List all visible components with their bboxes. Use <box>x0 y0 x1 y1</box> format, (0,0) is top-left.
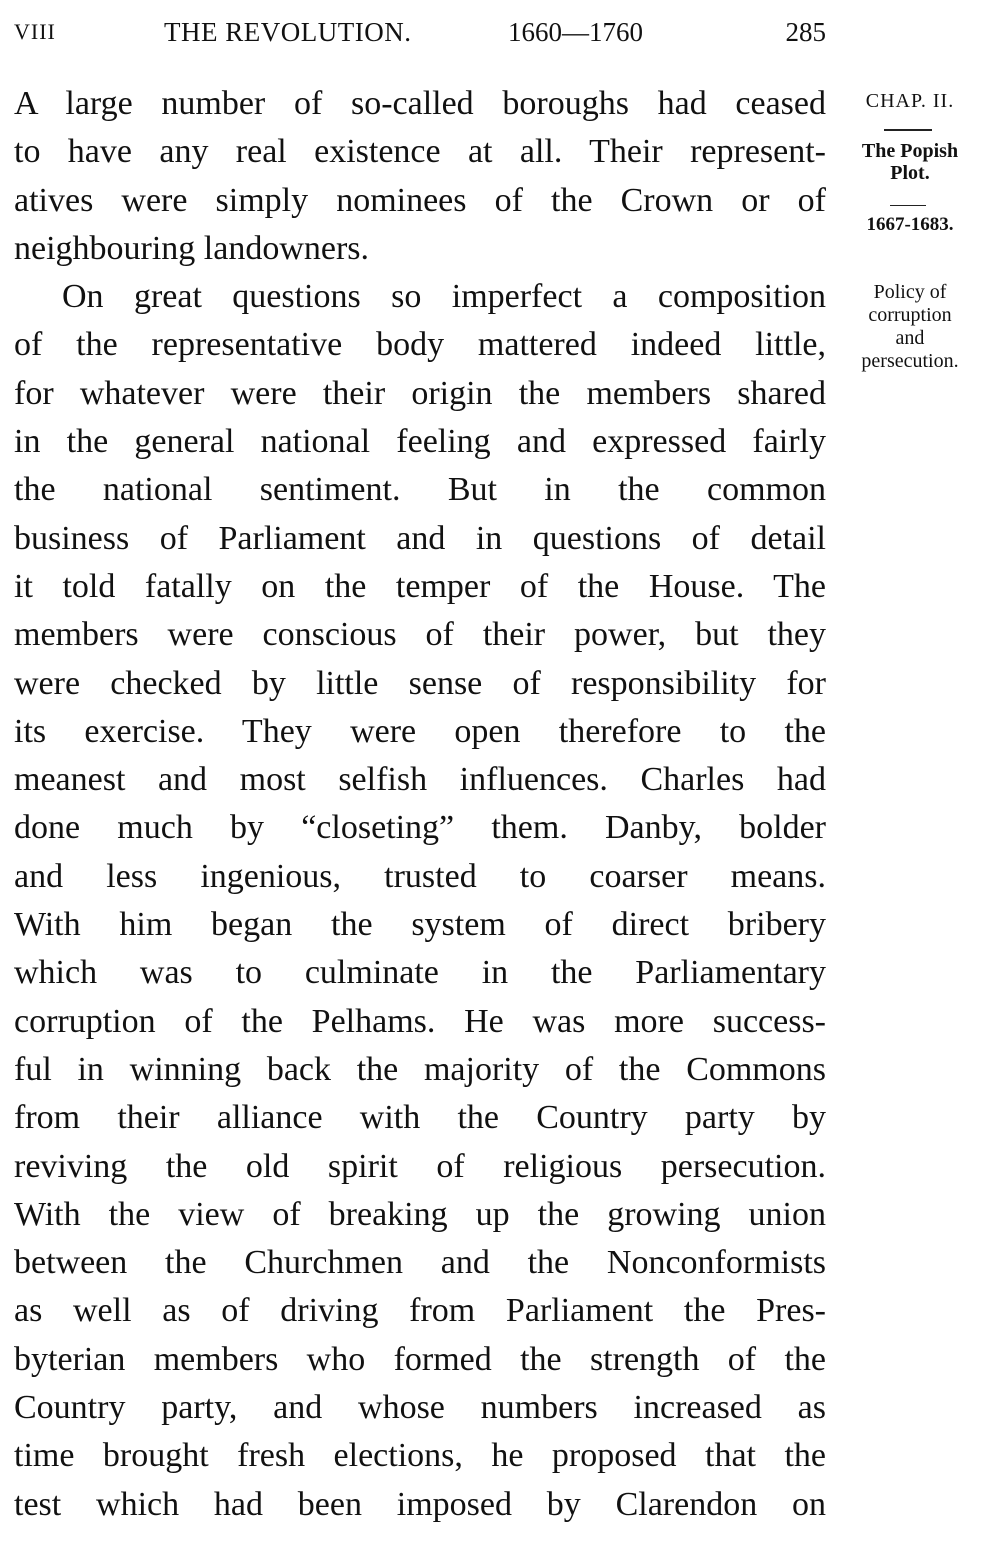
margin-chapter: CHAP. II. <box>865 90 955 112</box>
text-line: were checked by little sense of responsibility for <box>14 664 826 702</box>
margin-rule <box>884 129 932 131</box>
margin-policy <box>830 281 990 373</box>
margin-policy-line: corruption <box>868 304 952 326</box>
text-line: of the representative body mattered indeed little, <box>14 326 826 364</box>
text-line: reviving the old spirit of religious persecution. <box>14 1147 826 1185</box>
page-number: 285 <box>785 17 826 47</box>
text-line: done much by “closeting” them. Danby, bolder <box>14 809 826 847</box>
running-dates: 1660—1760 <box>508 17 643 47</box>
section-number: VIII <box>14 19 56 44</box>
text-line: neighbouring landowners. <box>14 229 370 267</box>
text-line: as well as of driving from Parliament the Pres- <box>14 1292 826 1330</box>
text-line: A large number of so-called boroughs had ceased <box>14 85 826 122</box>
running-header <box>14 12 826 52</box>
running-title: THE REVOLUTION. <box>164 17 412 47</box>
text-line: test which had been imposed by Clarendon on <box>14 1485 826 1523</box>
text-line: which was to culminate in the Parliamentary <box>14 954 826 992</box>
text-line: its exercise. They were open therefore to the <box>14 712 826 750</box>
margin-years: 1667-1683. <box>866 214 954 235</box>
text-line: business of Parliament and in questions of detail <box>14 519 826 557</box>
text-line: time brought fresh elections, he proposed that the <box>14 1437 826 1475</box>
margin-topic-line: Plot. <box>890 162 930 184</box>
text-line: to have any real existence at all. Their represent- <box>14 133 826 171</box>
text-line: meanest and most selfish influences. Charles had <box>14 761 826 799</box>
text-line: On great questions so imperfect a composition <box>62 278 826 316</box>
text-line: in the general national feeling and expressed fairly <box>14 423 826 461</box>
margin-policy-line: Policy of <box>873 281 947 303</box>
text-line: With the view of breaking up the growing union <box>14 1195 826 1233</box>
text-line: the national sentiment. But in the common <box>14 471 826 509</box>
text-line: and less ingenious, trusted to coarser means. <box>14 857 826 895</box>
margin-policy-line: persecution. <box>861 350 959 372</box>
text-line: ful in winning back the majority of the Commons <box>14 1050 826 1088</box>
text-line: members were conscious of their power, but they <box>14 616 826 654</box>
text-line: corruption of the Pelhams. He was more success- <box>14 1002 826 1040</box>
margin-rule <box>890 205 926 206</box>
text-line: atives were simply nominees of the Crown or of <box>14 181 826 219</box>
text-line: for whatever were their origin the members shared <box>14 374 826 412</box>
text-line: byterian members who formed the strength of the <box>14 1340 826 1378</box>
text-line: Country party, and whose numbers increased as <box>14 1389 826 1427</box>
body-text <box>14 80 826 1529</box>
text-line: With him began the system of direct bribery <box>14 906 826 944</box>
margin-policy-line: and <box>895 327 925 349</box>
text-line: it told fatally on the temper of the House. The <box>14 567 826 605</box>
margin-topic-line: The Popish <box>861 140 959 162</box>
margin-topic <box>830 140 990 184</box>
text-line: between the Churchmen and the Nonconformists <box>14 1244 826 1282</box>
text-line: from their alliance with the Country party by <box>14 1099 826 1137</box>
